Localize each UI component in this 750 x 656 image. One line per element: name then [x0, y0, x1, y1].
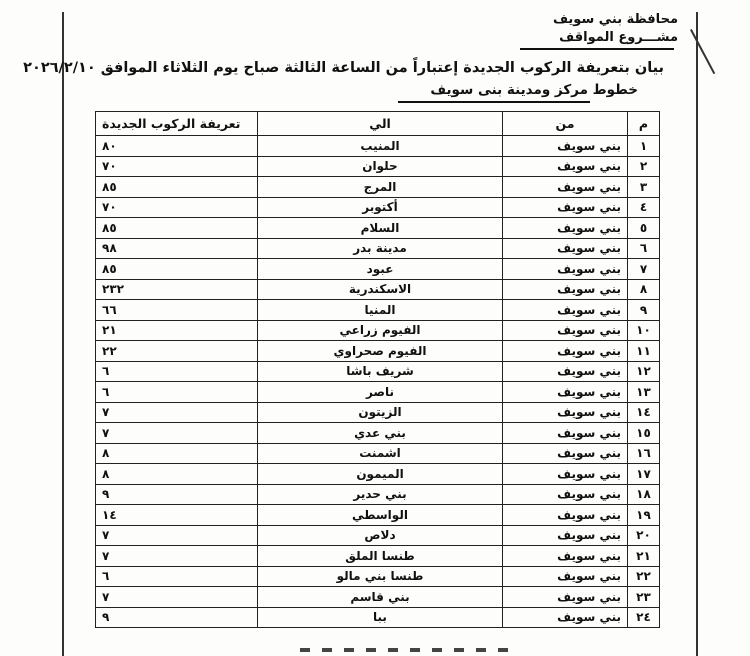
row-from: بني سويف: [503, 525, 628, 546]
row-to: طنسا بني مالو: [258, 566, 503, 587]
row-fare: ٢٣٢: [96, 279, 258, 300]
row-fare: ٨: [96, 464, 258, 485]
row-number: ٣: [628, 177, 660, 198]
row-to: طنسا الملق: [258, 546, 503, 567]
table-row: [96, 320, 660, 341]
table-row: [96, 382, 660, 403]
row-fare: ٩٨: [96, 238, 258, 259]
row-from: بني سويف: [503, 607, 628, 628]
row-to: الواسطي: [258, 505, 503, 526]
row-fare: ٢٢: [96, 341, 258, 362]
table-row: [96, 156, 660, 177]
row-to: المنيب: [258, 136, 503, 157]
row-number: ٢٤: [628, 607, 660, 628]
row-fare: ٧: [96, 402, 258, 423]
table-row: [96, 238, 660, 259]
fare-table: [95, 111, 660, 628]
governorate-label: محافظة بني سويف: [552, 12, 678, 27]
project-underline: [520, 48, 674, 50]
row-to: الفيوم زراعي: [258, 320, 503, 341]
table-row: [96, 423, 660, 444]
row-fare: ٨٥: [96, 259, 258, 280]
row-to: السلام: [258, 218, 503, 239]
cut-off-text-remnant: [300, 648, 520, 652]
header-to: الي: [258, 112, 503, 136]
row-from: بني سويف: [503, 566, 628, 587]
row-number: ١١: [628, 341, 660, 362]
row-from: بني سويف: [503, 300, 628, 321]
row-fare: ٧: [96, 587, 258, 608]
row-from: بني سويف: [503, 484, 628, 505]
row-to: الفيوم صحراوي: [258, 341, 503, 362]
row-number: ١٢: [628, 361, 660, 382]
row-fare: ٦: [96, 566, 258, 587]
row-number: ١٨: [628, 484, 660, 505]
row-number: ١٣: [628, 382, 660, 403]
table-row: [96, 218, 660, 239]
row-to: اشمنت: [258, 443, 503, 464]
row-number: ١٥: [628, 423, 660, 444]
row-fare: ٧: [96, 525, 258, 546]
row-fare: ٨: [96, 443, 258, 464]
row-number: ٦: [628, 238, 660, 259]
row-number: ٢٣: [628, 587, 660, 608]
page-fold-line: [690, 29, 715, 74]
row-number: ٢٢: [628, 566, 660, 587]
row-from: بني سويف: [503, 402, 628, 423]
table-header-row: [96, 112, 660, 136]
table-row: [96, 505, 660, 526]
row-to: المرج: [258, 177, 503, 198]
table-row: [96, 197, 660, 218]
row-number: ٢: [628, 156, 660, 177]
row-fare: ٧: [96, 423, 258, 444]
row-from: بني سويف: [503, 505, 628, 526]
table-row: [96, 177, 660, 198]
row-number: ٨: [628, 279, 660, 300]
row-number: ١٦: [628, 443, 660, 464]
row-fare: ١٤: [96, 505, 258, 526]
row-to: المنيا: [258, 300, 503, 321]
row-from: بني سويف: [503, 156, 628, 177]
row-number: ٢٠: [628, 525, 660, 546]
table-row: [96, 484, 660, 505]
row-from: بني سويف: [503, 218, 628, 239]
row-from: بني سويف: [503, 423, 628, 444]
row-to: مدينة بدر: [258, 238, 503, 259]
table-row: [96, 341, 660, 362]
row-fare: ٩: [96, 484, 258, 505]
row-from: بني سويف: [503, 197, 628, 218]
header-num: م: [628, 112, 660, 136]
row-from: بني سويف: [503, 443, 628, 464]
row-from: بني سويف: [503, 382, 628, 403]
row-fare: ٧: [96, 546, 258, 567]
row-number: ٥: [628, 218, 660, 239]
row-fare: ٩: [96, 607, 258, 628]
row-fare: ٨٥: [96, 177, 258, 198]
row-to: عبود: [258, 259, 503, 280]
document-subtitle: خطوط مركز ومدينة بنى سويف: [430, 82, 638, 98]
row-number: ٩: [628, 300, 660, 321]
table-row: [96, 136, 660, 157]
row-fare: ٦: [96, 361, 258, 382]
table-row: [96, 402, 660, 423]
row-to: الميمون: [258, 464, 503, 485]
row-to: بني حدير: [258, 484, 503, 505]
project-label: مشـــروع المواقف: [559, 30, 678, 45]
row-number: ٧: [628, 259, 660, 280]
row-to: الاسكندرية: [258, 279, 503, 300]
row-to: بني قاسم: [258, 587, 503, 608]
row-to: شريف باشا: [258, 361, 503, 382]
page-border-right: [696, 12, 698, 656]
row-to: الزيتون: [258, 402, 503, 423]
row-number: ١: [628, 136, 660, 157]
row-number: ١٧: [628, 464, 660, 485]
page-border-left: [62, 12, 64, 656]
table-row: [96, 361, 660, 382]
row-from: بني سويف: [503, 238, 628, 259]
row-from: بني سويف: [503, 464, 628, 485]
subtitle-underline: [398, 101, 590, 103]
row-fare: ٧٠: [96, 156, 258, 177]
header-fare: تعريفة الركوب الجديدة: [96, 112, 258, 136]
table-row: [96, 607, 660, 628]
row-to: دلاص: [258, 525, 503, 546]
row-fare: ٦: [96, 382, 258, 403]
table-row: [96, 546, 660, 567]
row-from: بني سويف: [503, 361, 628, 382]
row-from: بني سويف: [503, 136, 628, 157]
row-number: ٢١: [628, 546, 660, 567]
table-row: [96, 443, 660, 464]
row-from: بني سويف: [503, 587, 628, 608]
row-fare: ٢١: [96, 320, 258, 341]
row-fare: ٨٥: [96, 218, 258, 239]
table-row: [96, 300, 660, 321]
row-from: بني سويف: [503, 279, 628, 300]
document-title: بيان بتعريفة الركوب الجديدة إعتباراً من الساعة الثالثة صباح يوم الثلاثاء الموافق ٢٠٢٦/٢/١٠: [23, 60, 664, 76]
table-row: [96, 464, 660, 485]
row-fare: ٨٠: [96, 136, 258, 157]
row-number: ٤: [628, 197, 660, 218]
table-row: [96, 525, 660, 546]
table-row: [96, 566, 660, 587]
row-from: بني سويف: [503, 320, 628, 341]
table-row: [96, 587, 660, 608]
header-from: من: [503, 112, 628, 136]
row-from: بني سويف: [503, 546, 628, 567]
row-to: أكتوبر: [258, 197, 503, 218]
table-row: [96, 279, 660, 300]
row-fare: ٦٦: [96, 300, 258, 321]
row-number: ١٩: [628, 505, 660, 526]
row-fare: ٧٠: [96, 197, 258, 218]
row-to: حلوان: [258, 156, 503, 177]
row-to: بني عدي: [258, 423, 503, 444]
row-from: بني سويف: [503, 177, 628, 198]
row-to: ببا: [258, 607, 503, 628]
row-number: ١٤: [628, 402, 660, 423]
row-from: بني سويف: [503, 341, 628, 362]
row-from: بني سويف: [503, 259, 628, 280]
row-to: ناصر: [258, 382, 503, 403]
table-row: [96, 259, 660, 280]
row-number: ١٠: [628, 320, 660, 341]
fare-table-body: [96, 136, 660, 628]
